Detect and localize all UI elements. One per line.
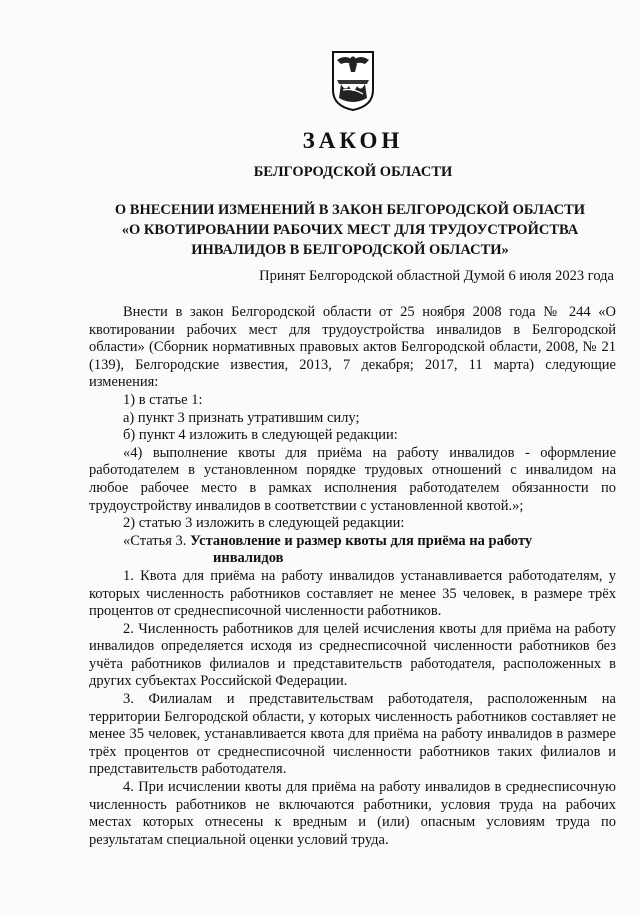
list-item: 1) в статье 1: [123, 391, 203, 408]
article-number: «Статья 3. [123, 532, 187, 549]
article-title: Установление и размер квоты для приёма на работу [190, 532, 533, 549]
article-paragraph: 3. Филиалам и представительствам работодателя, расположенным на территории Белгородской области, у которых численность работников составляет не менее 35 человек, устанавливается квота для приёма на работу инвалидов в размере трёх процентов от среднесписочной численности работников таких филиалов и представительств работодателя. [89, 691, 616, 778]
amendment-title [0, 200, 640, 260]
quoted-paragraph: «4) выполнение квоты для приёма на работу инвалидов - оформление работодателем в установленном порядке трудовых отношений с инвалидом на любое рабочее место в рамках исполнения работодателем обязанности по трудоустройству инвалидов в соответствии с установленной квотой.»; [89, 444, 616, 514]
region-title: БЕЛГОРОДСКОЙ ОБЛАСТИ [253, 164, 453, 180]
amendment-title-line: О ВНЕСЕНИИ ИЗМЕНЕНИЙ В ЗАКОН БЕЛГОРОДСКОЙ ОБЛАСТИ [114, 202, 586, 218]
law-body [89, 304, 616, 849]
law-title: ЗАКОН [302, 128, 404, 153]
article-paragraph: 4. При исчислении квоты для приёма на работу инвалидов в среднесписочную численность работников не включаются работники, условия труда на рабочих местах которых отнесены к вредным и (или) опасным условиям труда по результатам специальной оценки условий труда. [89, 779, 616, 848]
list-item: б) пункт 4 изложить в следующей редакции: [123, 427, 398, 444]
intro-paragraph: Внести в закон Белгородской области от 25 ноября 2008 года № 244 «О квотировании рабочих мест для трудоустройства инвалидов в Белгородской области» (Сборник нормативных правовых актов Белгородской области, 2008, № 21 (139), Белгородские известия, 2013, 7 декабря; 2017, 11 марта) следующие изменения: [89, 304, 616, 391]
article-heading [89, 533, 616, 568]
article-paragraph: 2. Численность работников для целей исчисления квоты для приёма на работу инвалидов определяется исходя из среднесписочной численности работников без учёта работников филиалов и представительств работодателя, расположенных в других субъектах Российской Федерации. [89, 620, 616, 690]
belgorod-coat-of-arms-icon [331, 50, 375, 112]
list-item: 2) статью 3 изложить в следующей редакции: [123, 515, 405, 532]
amendment-title-line: ИНВАЛИДОВ В БЕЛГОРОДСКОЙ ОБЛАСТИ» [191, 242, 509, 258]
amendment-title-line: «О КВОТИРОВАНИИ РАБОЧИХ МЕСТ ДЛЯ ТРУДОУСТРОЙСТВА [121, 222, 579, 238]
list-item: а) пункт 3 признать утратившим силу; [123, 409, 360, 426]
adoption-note: Принят Белгородской областной Думой 6 июля 2023 года [259, 268, 614, 284]
article-title-continued: инвалидов [213, 550, 284, 567]
article-paragraph: 1. Квота для приёма на работу инвалидов устанавливается работодателям, у которых численность работников составляет не менее 35 человек, в размере трёх процентов от среднесписочной численности работников. [89, 567, 616, 620]
